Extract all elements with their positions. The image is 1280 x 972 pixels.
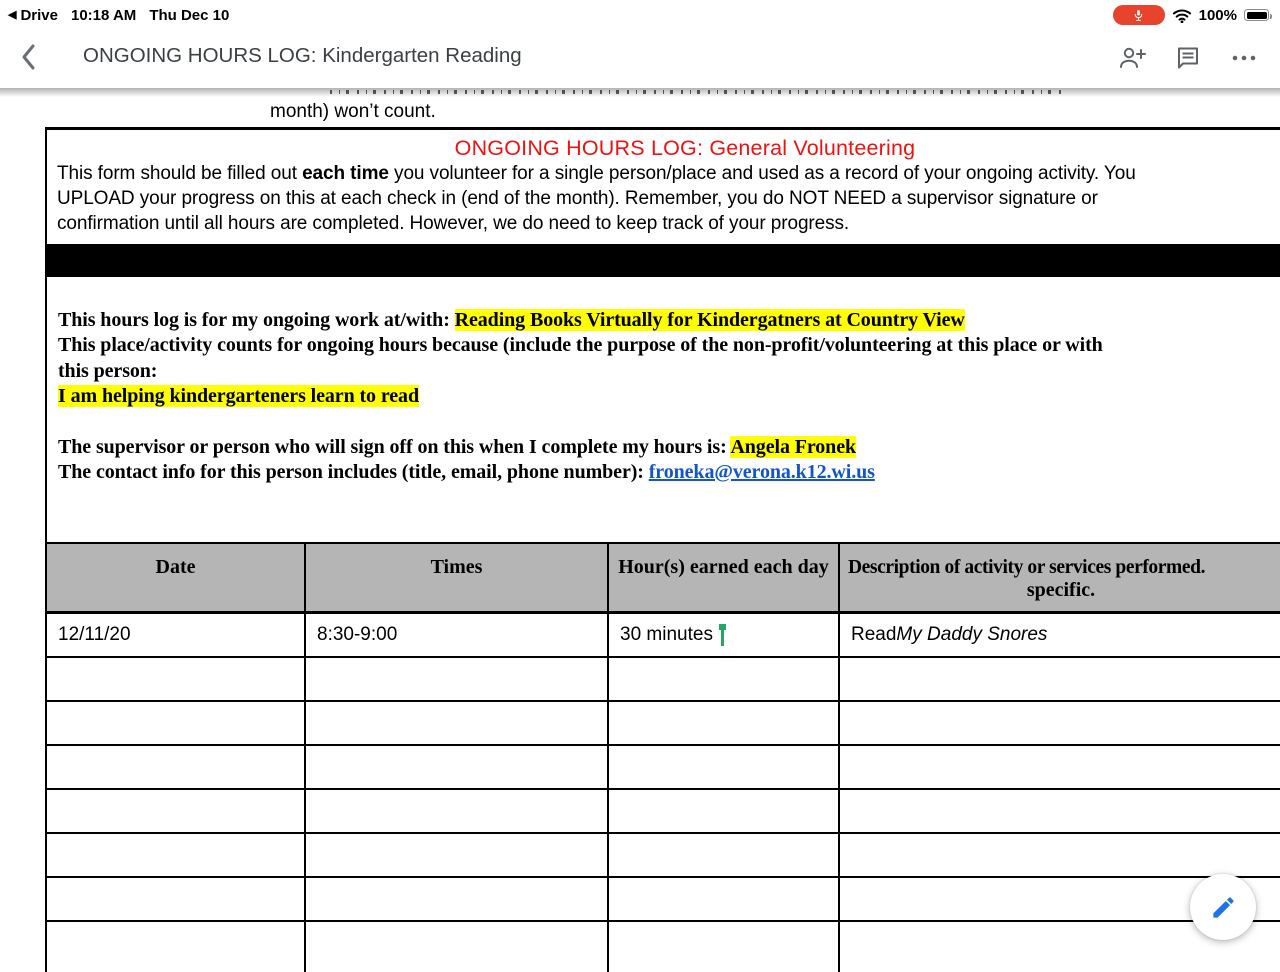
table-row xyxy=(47,878,1280,922)
intro-section-cell[interactable] xyxy=(47,130,1280,244)
battery-icon xyxy=(1244,9,1269,21)
intro-line-1: This form should be filled out each time you volunteer for a single person/place and used as a record of your ongoing activity. You xyxy=(57,163,1136,184)
back-app-label: Drive xyxy=(20,6,58,24)
empty-cell[interactable] xyxy=(306,834,609,876)
empty-cell[interactable] xyxy=(306,702,609,744)
empty-cell[interactable] xyxy=(306,790,609,832)
log-table-header-row xyxy=(47,544,1280,614)
empty-cell[interactable] xyxy=(840,834,1280,876)
table-row xyxy=(47,658,1280,702)
empty-cell[interactable] xyxy=(609,658,840,700)
table-row xyxy=(47,702,1280,746)
table-row xyxy=(47,790,1280,834)
intro-line-2: UPLOAD your progress on this at each check in (end of the month). Remember, you do NOT NEED a supervisor signature or xyxy=(57,188,1098,209)
status-bar xyxy=(0,0,1280,28)
document-title: ONGOING HOURS LOG: Kindergarten Reading xyxy=(83,44,522,67)
more-options-button[interactable] xyxy=(1229,43,1259,73)
ellipsis-icon xyxy=(1231,45,1257,71)
work-line: This hours log is for my ongoing work at/with: Reading Books Virtually for Kindergatners at Country View xyxy=(58,309,965,331)
reason-highlight: I am helping kindergarteners learn to read xyxy=(58,385,419,408)
microphone-icon xyxy=(1132,8,1145,23)
edit-fab-button[interactable] xyxy=(1190,874,1256,940)
empty-cell[interactable] xyxy=(47,834,306,876)
book-title-italic: My Daddy Snores xyxy=(896,624,1048,645)
microphone-indicator-pill[interactable] xyxy=(1113,5,1165,25)
header-description[interactable]: Description of activity or services performed. specific. xyxy=(848,557,1206,601)
empty-cell[interactable] xyxy=(840,790,1280,832)
empty-cell[interactable] xyxy=(47,878,306,920)
table-row xyxy=(47,922,1280,972)
comments-button[interactable] xyxy=(1173,43,1203,73)
table-row xyxy=(47,746,1280,790)
empty-cell[interactable] xyxy=(840,746,1280,788)
header-times[interactable]: Times xyxy=(306,544,609,611)
back-button[interactable] xyxy=(16,42,46,74)
header-date[interactable]: Date xyxy=(47,544,306,611)
supervisor-highlight: Angela Fronek xyxy=(730,435,856,458)
empty-cell[interactable] xyxy=(609,702,840,744)
chevron-back-icon xyxy=(16,42,42,72)
work-highlight: Reading Books Virtually for Kindergatners at Country View xyxy=(454,309,965,331)
empty-cell[interactable] xyxy=(840,658,1280,700)
form-title: ONGOING HOURS LOG: General Volunteering xyxy=(454,136,916,160)
collaborator-cursor xyxy=(721,624,724,646)
header-hours[interactable]: Hour(s) earned each day xyxy=(609,544,840,611)
empty-cell[interactable] xyxy=(306,922,609,972)
empty-cell[interactable] xyxy=(306,658,609,700)
person-add-icon xyxy=(1118,45,1146,71)
cell-times[interactable]: 8:30-9:00 xyxy=(306,614,609,656)
supervisor-line: The supervisor or person who will sign off on this when I complete my hours is: Angela Fronek xyxy=(58,435,856,458)
empty-cell[interactable] xyxy=(306,878,609,920)
blank-line xyxy=(47,410,1280,435)
cell-hours[interactable]: 30 minutes xyxy=(609,614,840,656)
cell-description[interactable]: Read My Daddy Snores xyxy=(840,614,1280,656)
empty-cell[interactable] xyxy=(609,746,840,788)
empty-cell[interactable] xyxy=(609,834,840,876)
table-row xyxy=(47,614,1280,658)
reason-line xyxy=(47,384,1280,409)
hours-log-document[interactable] xyxy=(45,127,1280,972)
battery-percent: 100% xyxy=(1198,6,1237,24)
because-line-1: This place/activity counts for ongoing hours because (include the purpose of the non-profit/volunteering at this place or with xyxy=(58,334,1103,357)
black-divider-row[interactable] xyxy=(47,244,1280,277)
contact-email-link[interactable]: froneka@verona.k12.wi.us xyxy=(648,461,875,484)
share-add-people-button[interactable] xyxy=(1117,43,1147,73)
empty-cell[interactable] xyxy=(47,702,306,744)
empty-cell[interactable] xyxy=(47,790,306,832)
because-line-2: this person: xyxy=(58,359,158,382)
app-nav-bar xyxy=(0,28,1280,88)
empty-cell[interactable] xyxy=(609,922,840,972)
comment-icon xyxy=(1175,45,1201,71)
empty-cell[interactable] xyxy=(840,702,1280,744)
back-to-app-link[interactable] xyxy=(8,7,58,24)
table-row xyxy=(47,834,1280,878)
intro-line-3: confirmation until all hours are completed. However, we do need to keep track of your progress. xyxy=(57,213,850,234)
empty-cell[interactable] xyxy=(609,790,840,832)
back-triangle-icon: ◀ xyxy=(8,8,17,21)
empty-cell[interactable] xyxy=(609,878,840,920)
doc-paragraph-fragment: month) won’t count. xyxy=(270,101,436,122)
empty-cell[interactable] xyxy=(47,746,306,788)
empty-cell[interactable] xyxy=(47,922,306,972)
status-time: 10:18 AM xyxy=(71,6,137,24)
details-section-cell[interactable] xyxy=(47,277,1280,544)
empty-cell[interactable] xyxy=(47,658,306,700)
cell-date[interactable]: 12/11/20 xyxy=(47,614,306,656)
contact-line: The contact info for this person includes (title, email, phone number): froneka@verona.k12.wi.us xyxy=(58,461,875,484)
empty-cell[interactable] xyxy=(306,746,609,788)
clipped-text-line-remnant xyxy=(330,90,1066,94)
status-date: Thu Dec 10 xyxy=(149,6,230,24)
edit-pencil-icon xyxy=(1210,894,1237,921)
wifi-icon xyxy=(1172,8,1192,23)
